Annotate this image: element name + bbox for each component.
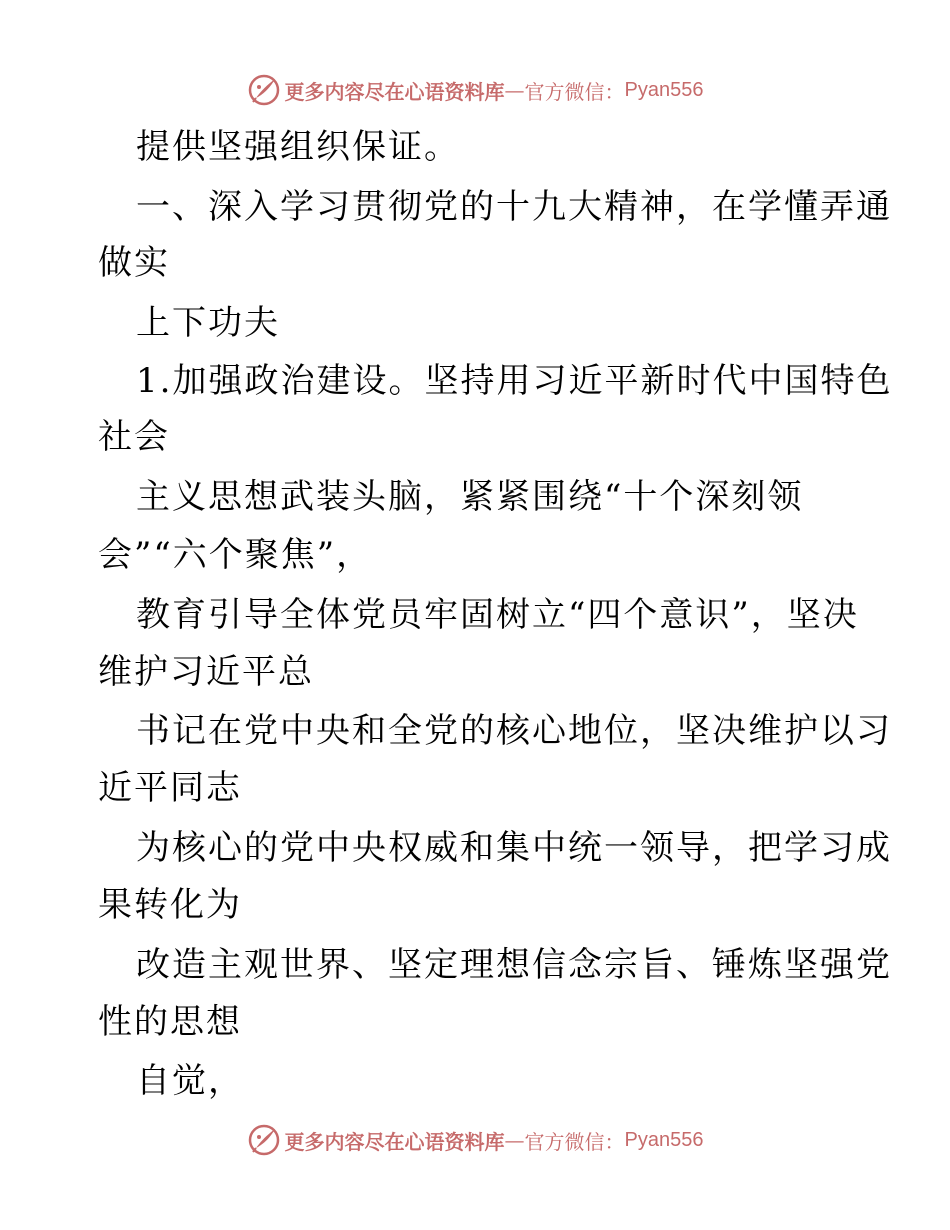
header-brand-text: 更多内容尽在心语资料库 — [284, 79, 505, 104]
section-heading: 一、深入学习贯彻党的十九大精神，在学懂弄通 — [136, 187, 892, 227]
footer-brand-text: 更多内容尽在心语资料库 — [284, 1129, 505, 1154]
footer-wechat-label: 官方微信： — [524, 1129, 625, 1154]
body-line: 社会 — [98, 417, 170, 457]
body-line: 1.加强政治建设。坚持用习近平新时代中国特色 — [136, 361, 893, 401]
body-line: 近平同志 — [98, 768, 242, 808]
body-line: 教育引导全体党员牢固树立“四个意识”，坚决 — [136, 595, 859, 635]
header-wechat-label: 官方微信： — [524, 79, 625, 104]
feather-pen-seal-icon — [247, 1123, 281, 1157]
body-line: 主义思想武装头脑，紧紧围绕“十个深刻领 — [136, 477, 804, 517]
footer-separator: — — [504, 1128, 525, 1152]
body-line: 书记在党中央和全党的核心地位，坚决维护以习 — [136, 711, 892, 751]
body-line: 维护习近平总 — [98, 652, 314, 692]
body-line: 做实 — [98, 243, 170, 283]
body-line: 性的思想 — [98, 1002, 242, 1042]
header-wechat-id: Pyan556 — [624, 78, 704, 101]
body-line: 自觉， — [136, 1061, 244, 1101]
body-line: 上下功夫 — [136, 303, 280, 343]
body-line: 会”“六个聚焦”， — [98, 535, 373, 575]
header-separator: — — [504, 78, 525, 102]
body-line: 果转化为 — [98, 885, 242, 925]
body-line: 改造主观世界、坚定理想信念宗旨、锤炼坚强党 — [136, 945, 892, 985]
footer-banner — [0, 1120, 950, 1160]
body-line: 提供坚强组织保证。 — [136, 127, 460, 167]
body-line: 为核心的党中央权威和集中统一领导，把学习成 — [136, 828, 892, 868]
footer-wechat-id: Pyan556 — [624, 1128, 704, 1151]
